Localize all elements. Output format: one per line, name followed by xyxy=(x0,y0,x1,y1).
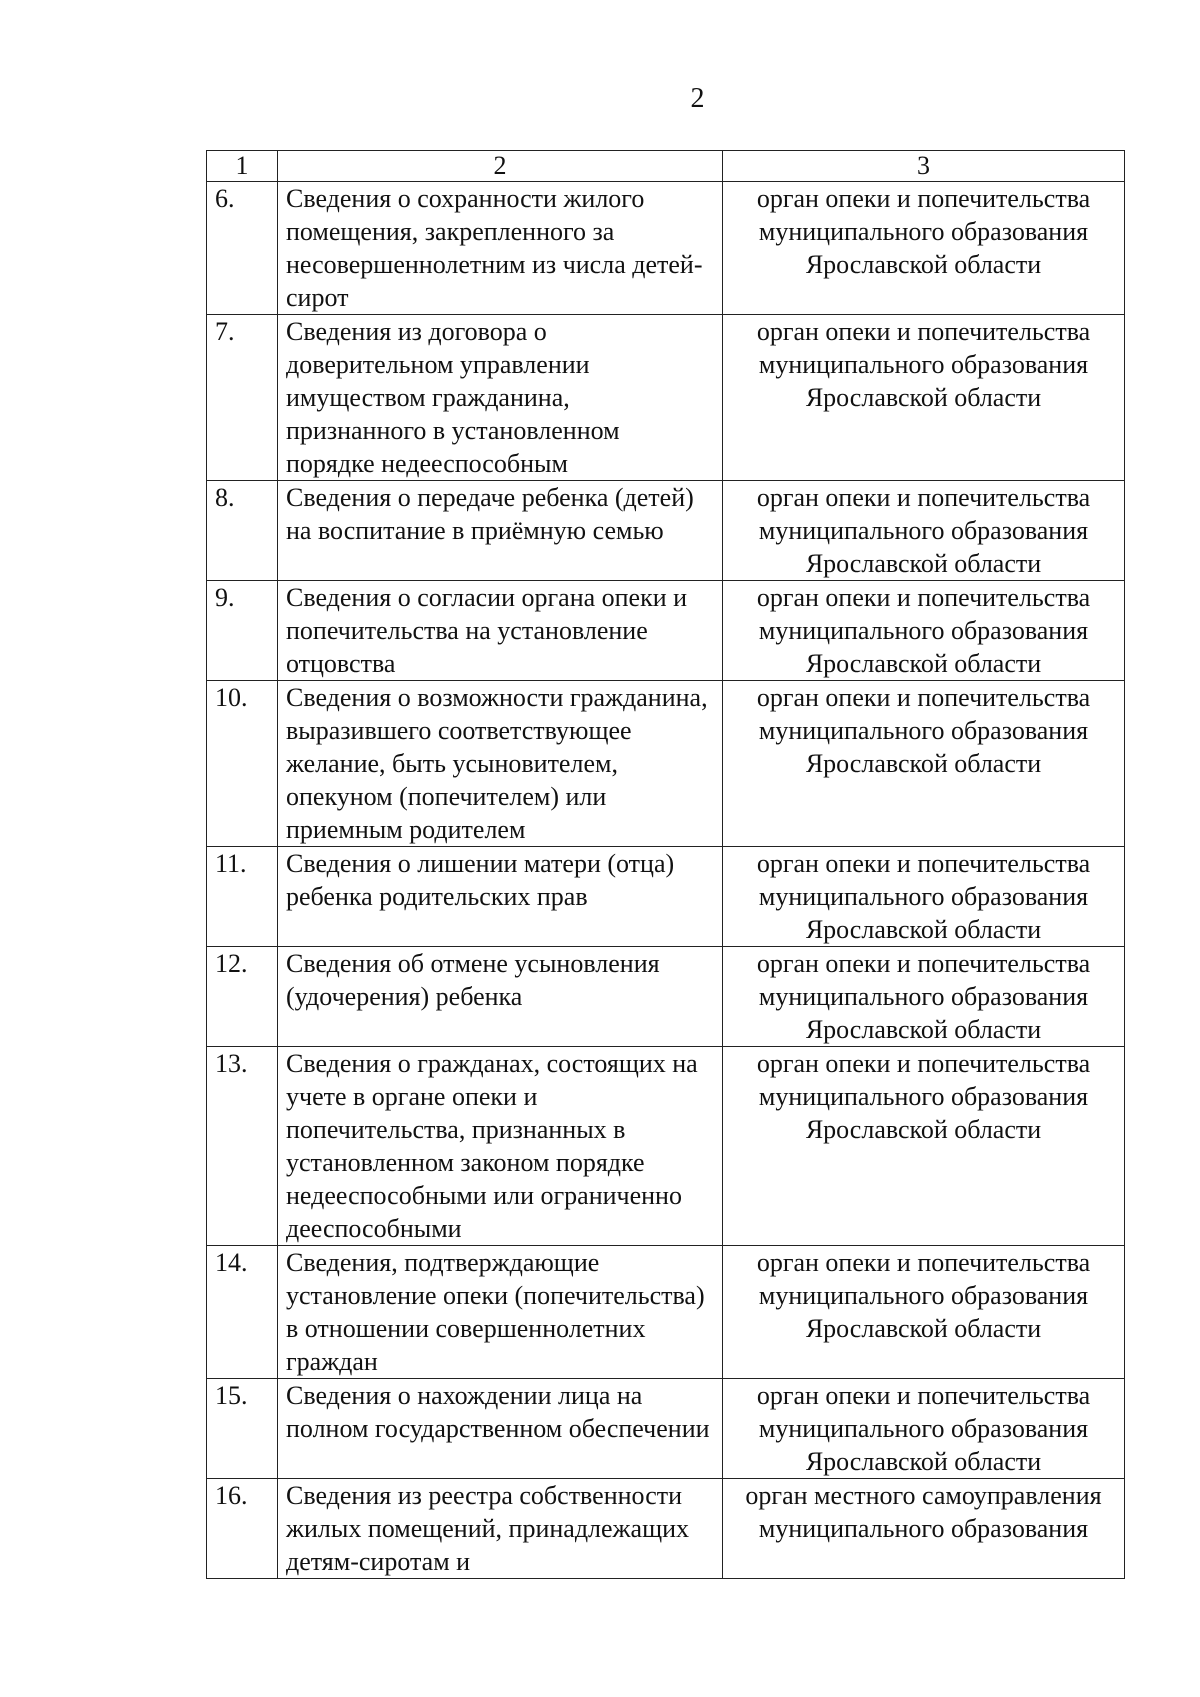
row-organization: орган опеки и попечительства муниципального образования Ярославской области xyxy=(723,315,1125,481)
row-organization: орган опеки и попечительства муниципального образования Ярославской области xyxy=(723,847,1125,947)
row-organization: орган опеки и попечительства муниципального образования Ярославской области xyxy=(723,1047,1125,1246)
row-number: 11. xyxy=(207,847,278,947)
row-description: Сведения из договора о доверительном управлении имуществом гражданина, признанного в установленном порядке недееспособным xyxy=(278,315,723,481)
row-description: Сведения из реестра собственности жилых помещений, принадлежащих детям-сиротам и xyxy=(278,1479,723,1579)
row-description: Сведения об отмене усыновления (удочерения) ребенка xyxy=(278,947,723,1047)
row-organization: орган опеки и попечительства муниципального образования Ярославской области xyxy=(723,581,1125,681)
column-header: 1 xyxy=(207,151,278,182)
table-row xyxy=(207,581,1125,681)
table-row xyxy=(207,1479,1125,1579)
row-number: 13. xyxy=(207,1047,278,1246)
row-organization: орган опеки и попечительства муниципального образования Ярославской области xyxy=(723,947,1125,1047)
row-description: Сведения о сохранности жилого помещения, закрепленного за несовершеннолетним из числа детей-сирот xyxy=(278,182,723,315)
row-organization: орган местного самоуправления муниципального образования xyxy=(723,1479,1125,1579)
table-header-row xyxy=(207,151,1125,182)
table-row xyxy=(207,947,1125,1047)
column-header: 3 xyxy=(723,151,1125,182)
documents-table xyxy=(206,150,1125,1579)
row-number: 12. xyxy=(207,947,278,1047)
column-header: 2 xyxy=(278,151,723,182)
table-row xyxy=(207,847,1125,947)
row-organization: орган опеки и попечительства муниципального образования Ярославской области xyxy=(723,1379,1125,1479)
row-number: 6. xyxy=(207,182,278,315)
row-number: 15. xyxy=(207,1379,278,1479)
row-number: 10. xyxy=(207,681,278,847)
row-organization: орган опеки и попечительства муниципального образования Ярославской области xyxy=(723,1246,1125,1379)
row-organization: орган опеки и попечительства муниципального образования Ярославской области xyxy=(723,681,1125,847)
table-row xyxy=(207,1246,1125,1379)
table-row xyxy=(207,1047,1125,1246)
table-row xyxy=(207,315,1125,481)
row-number: 8. xyxy=(207,481,278,581)
row-number: 9. xyxy=(207,581,278,681)
row-description: Сведения о возможности гражданина, выразившего соответствующее желание, быть усыновителем, опекуном (попечителем) или приемным родителем xyxy=(278,681,723,847)
table-row xyxy=(207,681,1125,847)
row-description: Сведения о согласии органа опеки и попечительства на установление отцовства xyxy=(278,581,723,681)
table-row xyxy=(207,1379,1125,1479)
row-description: Сведения о гражданах, состоящих на учете в органе опеки и попечительства, признанных в установленном законом порядке недееспособными или ограниченно дееспособными xyxy=(278,1047,723,1246)
row-number: 7. xyxy=(207,315,278,481)
row-organization: орган опеки и попечительства муниципального образования Ярославской области xyxy=(723,182,1125,315)
row-number: 16. xyxy=(207,1479,278,1579)
row-description: Сведения о лишении матери (отца) ребенка родительских прав xyxy=(278,847,723,947)
row-description: Сведения, подтверждающие установление опеки (попечительства) в отношении совершеннолетних граждан xyxy=(278,1246,723,1379)
row-organization: орган опеки и попечительства муниципального образования Ярославской области xyxy=(723,481,1125,581)
table-row xyxy=(207,481,1125,581)
row-number: 14. xyxy=(207,1246,278,1379)
row-description: Сведения о нахождении лица на полном государственном обеспечении xyxy=(278,1379,723,1479)
table-row xyxy=(207,182,1125,315)
page-number: 2 xyxy=(690,83,705,114)
row-description: Сведения о передаче ребенка (детей) на воспитание в приёмную семью xyxy=(278,481,723,581)
table-body xyxy=(207,182,1125,1579)
